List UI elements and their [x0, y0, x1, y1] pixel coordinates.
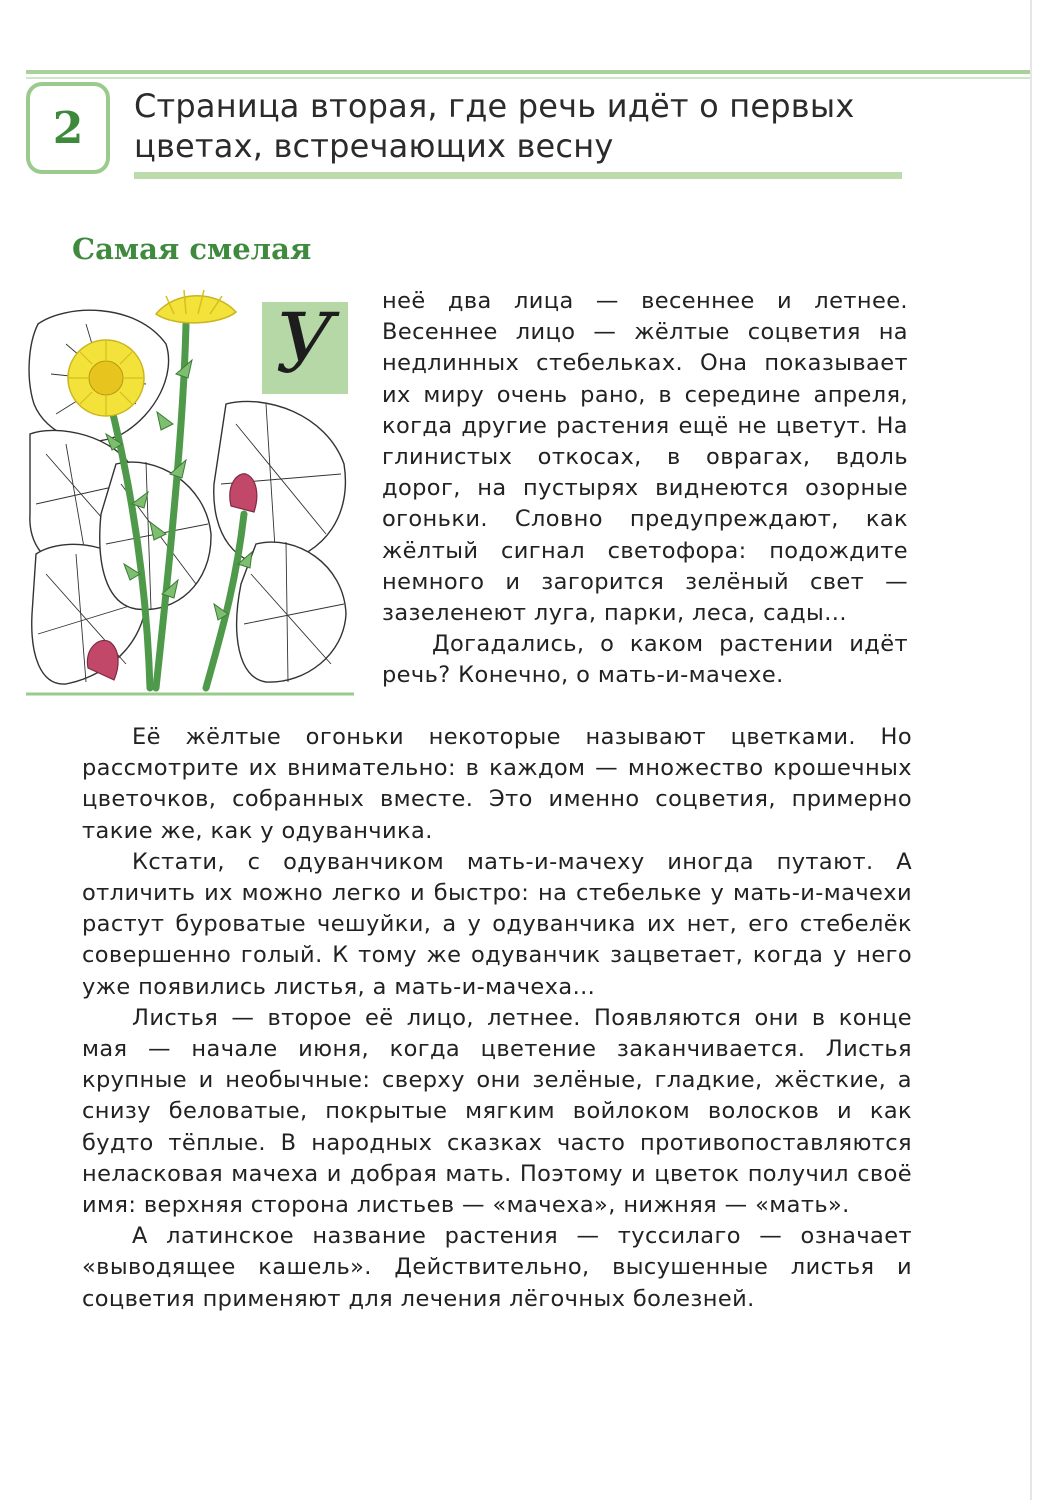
body-paragraph: Листья — второе её лицо, летнее. Появляются они в конце мая — начале июня, когда цветение заканчивается. Листья крупные и необычные: сверху они зелёные, гладкие, жёсткие, а снизу беловатые, покрытые мягким войлоком волосков и как будто тёплые. В народных сказках часто противопоставляются неласковая мачеха и добрая мать. Поэтому и цветок получил своё имя: верхняя сторона листьев — «мачеха», нижняя — «мать». — [82, 1004, 912, 1219]
drop-cap-box — [262, 297, 348, 394]
column-text — [382, 286, 908, 692]
chapter-number: 2 — [52, 102, 84, 154]
body-paragraph: Её жёлтые огоньки некоторые называют цветками. Но рассмотрите их внимательно: в каждом — множество крошечных цветочков, собранных вместе. Это именно соцветия, примерно такие же, как у одуванчика. — [82, 724, 912, 844]
body-paragraph: А латинское название растения — туссилаго — означает «выводящее кашель». Действительно, высушенные листья и соцветия применяют для лечения лёгочных болезней. — [82, 1223, 912, 1312]
body-text — [82, 722, 912, 1315]
title-underline — [134, 172, 902, 179]
section-heading: Самая смелая — [72, 232, 312, 266]
column-paragraph: Догадались, о каком растении идёт речь? Конечно, о мать-и-мачехе. — [382, 631, 908, 689]
drop-cap-letter: У — [275, 297, 335, 392]
top-rule-thin — [26, 77, 1030, 79]
column-paragraph: неё два лица — весеннее и летнее. Весеннее лицо — жёлтые соцветия на недлинных стебельках. Она показывает их миру очень рано, в середине апреля, когда другие растения ещё не цветут. На глинистых откосах, в оврагах, вдоль дорог, на пустырях виднеются озорные огоньки. Словно предупреждают, как жёлтый сигнал светофора: подождите немного и загорится зелёный свет — зазеленеют луга, парки, леса, сады... — [382, 288, 908, 627]
chapter-number-box — [26, 82, 110, 174]
body-paragraph: Кстати, с одуванчиком мать-и-мачеху иногда путают. А отличить их можно легко и быстро: на стебельке у мать-и-мачехи растут буроватые чешуйки, а у одуванчика их нет, его стебелёк совершенно голый. К тому же одуванчик зацветает, когда у него уже появились листья, а мать-и-мачеха... — [82, 848, 912, 1000]
page-edge — [1030, 0, 1032, 1500]
chapter-title: Страница вторая, где речь идёт о первых цветах, встречающих весну — [134, 87, 855, 165]
top-rule — [26, 70, 1030, 74]
